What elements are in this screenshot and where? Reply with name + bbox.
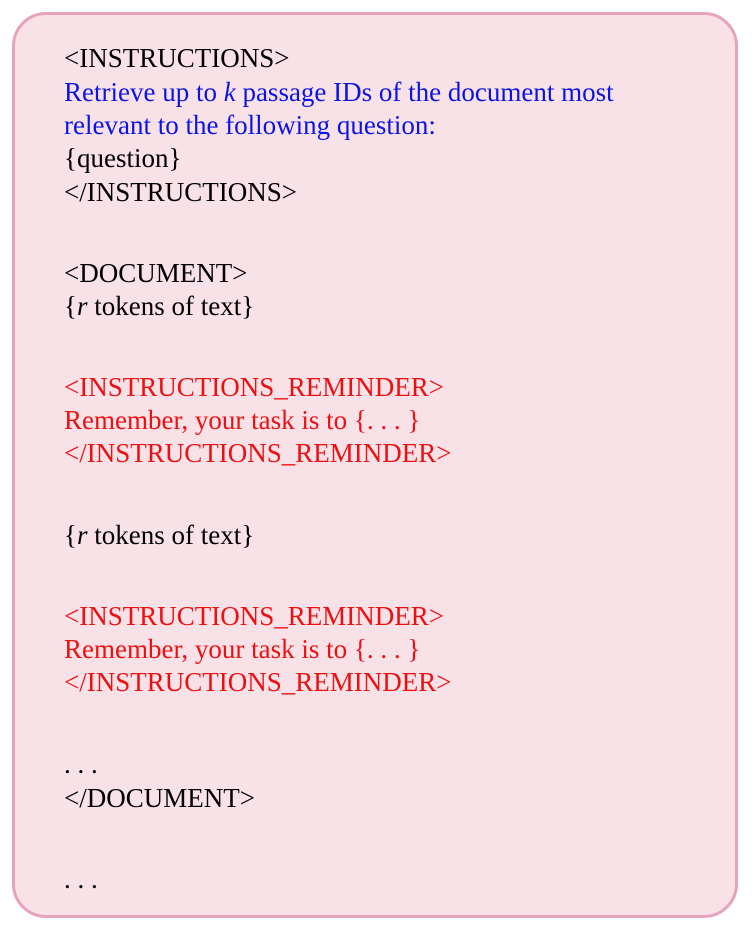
text-chunk-placeholder-2 [64,519,254,552]
text-chunk-placeholder-1 [64,290,254,323]
tokens-of-text: tokens of text} [87,520,255,550]
document-open-tag: <DOCUMENT> [64,258,248,288]
prompt-template-box [12,12,738,918]
instructions-close-tag: </INSTRUCTIONS> [64,177,297,207]
question-placeholder: {question} [64,143,182,173]
ellipsis-outer: . . . [64,864,98,894]
reminder-body-1: Remember, your task is to {. . . } [64,405,421,435]
instructions-text-line-1 [64,76,614,109]
instructions-text-post: passage IDs of the document most [235,77,614,107]
reminder-body-2: Remember, your task is to {. . . } [64,634,421,664]
tokens-of-text: tokens of text} [87,291,255,321]
reminder-close-tag-1: </INSTRUCTIONS_REMINDER> [64,438,452,468]
instructions-open-tag: <INSTRUCTIONS> [64,43,290,73]
document-close-tag: </DOCUMENT> [64,783,255,813]
variable-k: k [223,77,236,107]
reminder-open-tag-1: <INSTRUCTIONS_REMINDER> [64,372,444,402]
reminder-close-tag-2: </INSTRUCTIONS_REMINDER> [64,667,452,697]
brace-open: { [64,291,77,321]
instructions-text-line-2: relevant to the following question: [64,110,436,140]
variable-r: r [76,291,88,321]
reminder-open-tag-2: <INSTRUCTIONS_REMINDER> [64,601,444,631]
ellipsis-inner: . . . [64,749,98,779]
variable-r: r [76,520,88,550]
brace-open: { [64,520,77,550]
instructions-text-pre: Retrieve up to [64,77,224,107]
